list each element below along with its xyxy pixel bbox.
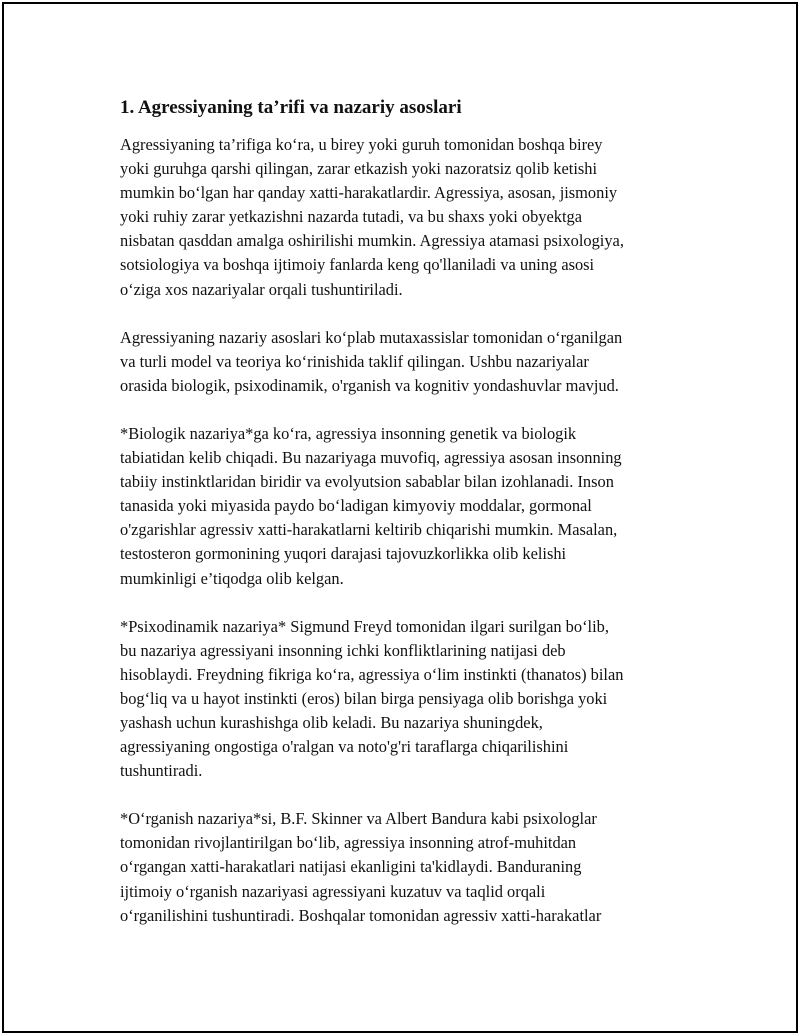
text-line: *Psixodinamik nazariya* Sigmund Freyd tomonidan ilgari surilgan bo‘lib, bbox=[120, 616, 609, 636]
text-line: bu nazariya agressiyani insonning ichki konfliktlarining natijasi deb bbox=[120, 640, 566, 660]
paragraph-psychodynamic-theory bbox=[120, 615, 700, 784]
text-line: tanasida yoki miyasida paydo bo‘ladigan kimyoviy moddalar, gormonal bbox=[120, 496, 592, 516]
text-line: mumkinligi e’tiqodga olib kelgan. bbox=[120, 568, 344, 588]
text-line: *O‘rganish nazariya*si, B.F. Skinner va Albert Bandura kabi psixologlar bbox=[120, 809, 597, 829]
paragraph-biological-theory bbox=[120, 422, 700, 591]
text-line: mumkin bo‘lgan har qanday xatti-harakatlardir. Agressiya, asosan, jismoniy bbox=[120, 183, 618, 203]
text-line: *Biologik nazariya*ga ko‘ra, agressiya insonning genetik va biologik bbox=[120, 423, 577, 443]
text-line: tomonidan rivojlantirilgan bo‘lib, agressiya insonning atrof-muhitdan bbox=[120, 833, 577, 853]
text-line: o‘ziga xos nazariyalar orqali tushuntiriladi. bbox=[120, 279, 403, 299]
text-line: bog‘liq va u hayot instinkti (eros) bilan birga pensiyaga olib borishga yoki bbox=[120, 688, 608, 708]
text-line: tabiatidan kelib chiqadi. Bu nazariyaga muvofiq, agressiya asosan insonning bbox=[120, 448, 622, 468]
text-line: Agressiyaning nazariy asoslari ko‘plab mutaxassislar tomonidan o‘rganilgan bbox=[120, 327, 623, 347]
text-line: sotsiologiya va boshqa ijtimoiy fanlarda keng qo'llaniladi va uning asosi bbox=[120, 255, 595, 275]
text-line: va turli model va teoriya ko‘rinishida taklif qilingan. Ushbu nazariyalar bbox=[120, 351, 589, 371]
paragraph-learning-theory bbox=[120, 807, 700, 927]
text-line: o‘rganilishini tushuntiradi. Boshqalar tomonidan agressiv xatti-harakatlar bbox=[120, 905, 602, 925]
text-line: yoki ruhiy zarar yetkazishni nazarda tutadi, va bu shaxs yoki obyektga bbox=[120, 207, 582, 227]
text-line: agressiyaning ongostiga o'ralgan va noto'g'ri taraflarga chiqarilishini bbox=[120, 737, 569, 757]
text-line: yoki guruhga qarshi qilingan, zarar etkazish yoki nazoratsiz qolib ketishi bbox=[120, 159, 598, 179]
text-line: testosteron gormonining yuqori darajasi tajovuzkorlikka olib kelishi bbox=[120, 544, 567, 564]
text-line: yashash uchun kurashishga olib keladi. Bu nazariya shuningdek, bbox=[120, 712, 543, 732]
text-line: orasida biologik, psixodinamik, o'rganish va kognitiv yondashuvlar mavjud. bbox=[120, 375, 619, 395]
paragraph-theoretical-basis bbox=[120, 326, 700, 398]
text-line: o'zgarishlar agressiv xatti-harakatlarni keltirib chiqarishi mumkin. Masalan, bbox=[120, 520, 618, 540]
paragraph-definition bbox=[120, 133, 700, 302]
text-line: o‘rgangan xatti-harakatlari natijasi ekanligini ta'kidlaydi. Banduraning bbox=[120, 857, 582, 877]
text-line: nisbatan qasddan amalga oshirilishi mumkin. Agressiya atamasi psixologiya, bbox=[120, 231, 624, 251]
page-frame bbox=[2, 2, 798, 1033]
text-line: tushuntiradi. bbox=[120, 761, 203, 781]
page-content bbox=[120, 96, 700, 952]
text-line: ijtimoiy o‘rganish nazariyasi agressiyani kuzatuv va taqlid orqali bbox=[120, 881, 546, 901]
text-line: hisoblaydi. Freydning fikriga ko‘ra, agressiya o‘lim instinkti (thanatos) bilan bbox=[120, 664, 624, 684]
section-heading: 1. Agressiyaning ta’rifi va nazariy asoslari bbox=[120, 97, 462, 118]
text-line: Agressiyaning ta’rifiga ko‘ra, u birey yoki guruh tomonidan boshqa birey bbox=[120, 135, 603, 154]
text-line: tabiiy instinktlaridan biridir va evolyutsion sabablar bilan izohlanadi. Inson bbox=[120, 472, 614, 492]
